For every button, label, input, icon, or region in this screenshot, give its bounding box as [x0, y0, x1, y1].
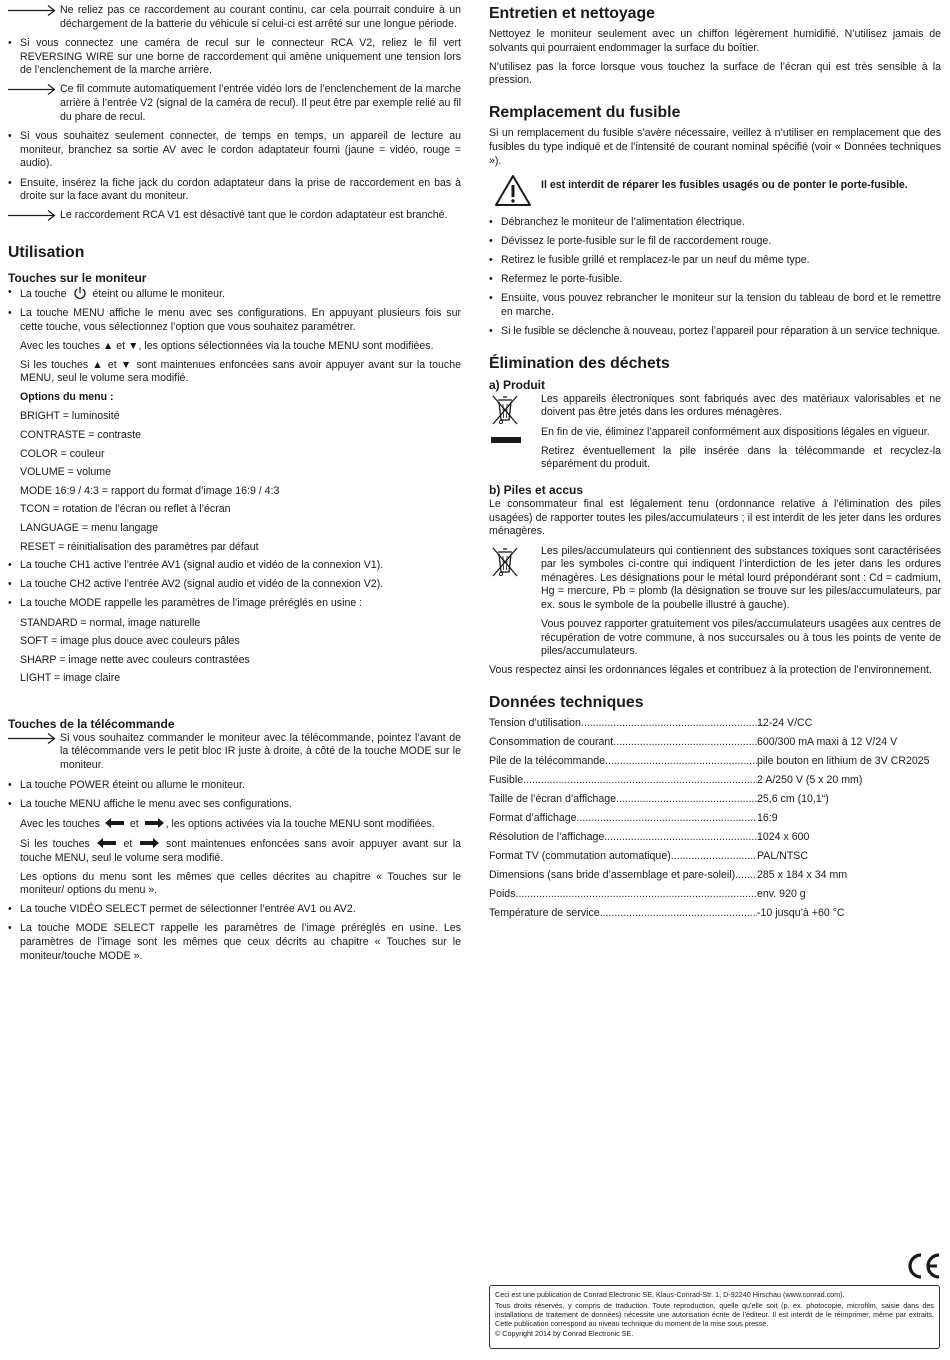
imprint-line: © Copyright 2014 by Conrad Electronic SE.	[495, 1329, 634, 1338]
power-icon	[73, 286, 87, 300]
options-title: Options du menu :	[20, 391, 114, 404]
section-title-fusible: Remplacement du fusible	[489, 104, 681, 122]
spec-label: Fusible	[489, 774, 524, 787]
long-right-arrow-icon	[8, 83, 60, 96]
paragraph: Si un remplacement du fusible s’avère nécessaire, veillez à n’utiliser en remplacement que des fusibles du type indiqué et de l’intensité de courant nominal spécifié (voir « Données techniques »).	[489, 127, 941, 167]
power-key-text-pre: La touche	[20, 287, 67, 300]
subsection-title-piles: b) Piles et accus	[489, 483, 584, 498]
long-right-arrow-icon	[8, 732, 60, 745]
bin-icon-wrap	[489, 545, 541, 665]
note-text: Ce fil commute automatiquement l’entrée vidéo lors de l’enclenchement de la marche arrière à l’entrée V2 (signal de la caméra de recul). Il peut être par exemple relié au fil du phare de recul.	[60, 83, 461, 123]
list-item: • Si le fusible se déclenche à nouveau, portez l’appareil pour réparation à un service technique.	[489, 325, 941, 339]
option-item: COLOR = couleur	[20, 447, 105, 460]
spec-label: Poids	[489, 888, 516, 901]
mode-item: SOFT = image plus douce avec couleurs pâles	[20, 635, 240, 648]
hand-right-icon	[139, 837, 159, 849]
subsection-title-remote-keys: Touches de la télécommande	[8, 716, 175, 731]
text-span: Avec les touches	[20, 817, 100, 830]
section-title-utilisation: Utilisation	[8, 243, 85, 261]
note-text: Si vous souhaitez commander le moniteur avec la télécommande, pointez l’avant de la télécommande vers le petit bloc IR juste à droite, à côté de la touche MODE sur le moniteur.	[60, 731, 461, 772]
spec-label: Dimensions (sans bride d’assemblage et pare-soleil)	[489, 869, 736, 882]
spec-label: Pile de la télécommande	[489, 755, 606, 768]
intro-list	[8, 130, 461, 203]
spec-row	[489, 907, 941, 921]
text-span: et	[123, 837, 133, 850]
imprint-line: Ceci est une publication de Conrad Electronic SE, Klaus-Conrad-Str. 1, D-92240 Hirschau (www.conrad.com).	[495, 1290, 845, 1299]
spec-value: 285 x 184 x 34 mm	[757, 869, 848, 882]
option-item: VOLUME = volume	[20, 466, 111, 479]
spec-value: 16:9	[757, 812, 778, 825]
list-item: • Ensuite, vous pouvez rebrancher le moniteur sur la tension du tableau de bord et le remettre en marche.	[489, 292, 941, 319]
remote-keys-list-2	[8, 903, 461, 963]
spec-value: env. 920 g	[757, 888, 806, 901]
list-item: • La touche POWER éteint ou allume le moniteur.	[8, 779, 461, 793]
list-item: • La touche CH1 active l’entrée AV1 (signal audio et vidéo de la connexion V1).	[8, 559, 461, 573]
list-item	[8, 286, 461, 302]
text-span: , les options activées via la touche MENU sont modifiées.	[165, 817, 435, 830]
ce-mark-icon	[906, 1252, 942, 1280]
piles-text	[541, 545, 941, 665]
spec-label: Format TV (commutation automatique)	[489, 850, 671, 863]
menu-options	[8, 410, 461, 554]
right-column	[489, 4, 941, 926]
list-item: • Si vous souhaitez seulement connecter, de temps en temps, un appareil de lecture au moniteur, branchez sa sortie AV avec le cordon adaptateur fourni (jaune = vidéo, rouge = audio).	[8, 130, 461, 171]
warning-row	[489, 174, 941, 208]
note-arrow-row	[8, 209, 461, 223]
spec-value: 600/300 mA maxi à 12 V/24 V	[757, 736, 898, 749]
spec-label: Taille de l’écran d’affichage	[489, 793, 617, 806]
spec-row	[489, 850, 941, 864]
option-item: TCON = rotation de l’écran ou reflet à l’écran	[20, 503, 231, 516]
long-right-arrow-icon	[8, 209, 60, 222]
note-arrow-row	[8, 4, 461, 31]
paragraph	[8, 837, 461, 865]
list-item: • La touche MENU affiche le menu avec ses configurations.	[8, 798, 461, 812]
option-item: BRIGHT = luminosité	[20, 410, 120, 423]
paragraph: N’utilisez pas la force lorsque vous touchez la surface de l’écran qui est très sensible à la pression.	[489, 60, 941, 87]
spec-row	[489, 888, 941, 902]
option-item: RESET = réinitialisation des paramètres par défaut	[20, 540, 259, 553]
subsection-title-monitor-keys: Touches sur le moniteur	[8, 270, 147, 285]
crossed-bin-icon	[490, 393, 520, 427]
spec-row	[489, 755, 941, 769]
list-item: • La touche CH2 active l’entrée AV2 (signal audio et vidéo de la connexion V2).	[8, 578, 461, 592]
spec-value: 25,6 cm (10,1“)	[757, 793, 829, 806]
remote-keys-list	[8, 779, 461, 812]
section-title-donnees: Données techniques	[489, 694, 644, 712]
bin-bar-icon	[491, 437, 521, 443]
spec-row	[489, 831, 941, 845]
spec-label: Température de service	[489, 907, 600, 920]
spec-label: Résolution de l’affichage	[489, 831, 605, 844]
left-column	[8, 4, 461, 969]
spec-value: -10 jusqu’à +60 °C	[757, 907, 845, 920]
paragraph: En fin de vie, éliminez l’appareil conformément aux dispositions légales en vigueur.	[541, 425, 930, 438]
option-item: MODE 16:9 / 4:3 = rapport du format d’image 16:9 / 4:3	[20, 484, 280, 497]
text-span: Si les touches	[20, 837, 90, 850]
warning-text: Il est interdit de réparer les fusibles usagés ou de ponter le porte-fusible.	[541, 178, 908, 191]
spec-row	[489, 774, 941, 788]
section-title-elimination: Élimination des déchets	[489, 354, 670, 372]
spec-value: 2 A/250 V (5 x 20 mm)	[757, 774, 863, 787]
paragraph: Vous respectez ainsi les ordonnances légales et contribuez à la protection de l’environnement.	[489, 664, 932, 677]
paragraph: Retirez éventuellement la pile insérée dans la télécommande et recyclez-la séparément du produit.	[541, 444, 941, 471]
section-title-entretien: Entretien et nettoyage	[489, 5, 655, 22]
paragraph	[8, 817, 461, 832]
bin-icon-wrap	[489, 393, 541, 477]
paragraph: Le consommateur final est légalement tenu (ordonnance relative à l’élimination des piles usagées) de rapporter toutes les piles/accumulateurs ; il est interdit de les jeter dans les ordures ménagères.	[489, 498, 941, 538]
spec-value: pile bouton en lithium de 3V CR2025	[757, 755, 930, 768]
list-item: • Retirez le fusible grillé et remplacez-le par un neuf du même type.	[489, 254, 941, 268]
text-span: et	[129, 817, 139, 830]
list-item: • La touche MODE SELECT rappelle les paramètres de l’image préréglés en usine. Les paramètres de l’image sont les mêmes que ceux décrits au chapitre « Touches sur le moniteur/touche MODE ».	[8, 922, 461, 963]
list-item: • Refermez le porte-fusible.	[489, 273, 941, 287]
crossed-bin-icon	[490, 545, 520, 579]
spec-value: 12-24 V/CC	[757, 717, 813, 730]
spec-table	[489, 717, 941, 920]
mode-item: STANDARD = normal, image naturelle	[20, 616, 201, 629]
subsection-title-produit: a) Produit	[489, 377, 545, 392]
power-key-text-post: éteint ou allume le moniteur.	[92, 287, 225, 300]
mode-item: SHARP = image nette avec couleurs contrastées	[20, 653, 250, 666]
fuse-steps-list	[489, 216, 941, 339]
spec-row	[489, 812, 941, 826]
spec-row	[489, 793, 941, 807]
list-item: • La touche MENU affiche le menu avec ses configurations. En appuyant plusieurs fois sur cette touche, vous sélectionnez l’option que vous souhaitez paramétrer.	[8, 307, 461, 334]
piles-row	[489, 545, 941, 665]
note-text: Ne reliez pas ce raccordement au courant continu, car cela pourrait conduire à un déchargement de la batterie du véhicule si celui-ci est arrêté sur une longue période.	[60, 4, 461, 30]
list-item: • La touche VIDÉO SELECT permet de sélectionner l’entrée AV1 ou AV2.	[8, 903, 461, 917]
monitor-keys-list	[8, 286, 461, 334]
spec-value: PAL/NTSC	[757, 850, 809, 863]
imprint-box	[489, 1285, 940, 1349]
mode-options	[8, 617, 461, 686]
paragraph: Nettoyez le moniteur seulement avec un chiffon légèrement humidifié. N’utilisez jamais de solvants qui pourraient endommager la surface du boîtier.	[489, 28, 941, 54]
paragraph: Les piles/accumulateurs qui contiennent des substances toxiques sont caractérisées par les symboles ci-contre qui indiquent l’interdiction de les jeter dans les ordures ménagères. Les désignations pour le métal lourd prépondérant sont : Cd = cadmium, Hg = mercure, Pb = plomb (la désignation se trouve sur les piles/accumulateurs, par ex. sous le symbole de la poubelle illustré à gauche).	[541, 544, 941, 611]
spec-label: Format d’affichage	[489, 812, 577, 825]
intro-list	[8, 37, 461, 78]
spec-value: 1024 x 600	[757, 831, 810, 844]
note-arrow-row	[8, 83, 461, 124]
option-item: LANGUAGE = menu langage	[20, 522, 159, 535]
long-right-arrow-icon	[8, 4, 60, 17]
produit-row	[489, 393, 941, 477]
spec-label: Tension d’utilisation	[489, 717, 581, 730]
mode-item: LIGHT = image claire	[20, 672, 121, 685]
list-item: • La touche MODE rappelle les paramètres de l’image préréglés en usine :	[8, 597, 461, 611]
imprint-line: Tous droits réservés, y compris de traduction. Toute reproduction, quelle qu’elle soit (p. ex. photocopie, microfilm, saisie dans des installations de traitement de données) nécessite une autorisation écrite de l’éditeur. Il est interdit de le réimprimer, même par extraits. Cette publication correspond au niveau technique du moment de la mise sous presse.	[495, 1300, 934, 1328]
warning-triangle-icon	[489, 174, 541, 208]
hand-left-icon	[97, 837, 117, 849]
spec-row	[489, 717, 941, 731]
hand-left-icon	[105, 817, 125, 829]
text-span: sont maintenues enfoncées sans avoir appuyer avant sur la touche MENU, seul le volume sera modifié.	[20, 837, 462, 864]
list-item: • Dévissez le porte-fusible sur le fil de raccordement rouge.	[489, 235, 941, 249]
paragraph: Vous pouvez rapporter gratuitement vos piles/accumulateurs usagées aux centres de récupération de votre commune, à nos succursales ou à tous les points de vente de piles/accumulateurs.	[541, 618, 941, 658]
paragraph: Avec les touches ▲ et ▼, les options sélectionnées via la touche MENU sont modifiées.	[20, 339, 434, 352]
produit-text	[541, 393, 941, 477]
paragraph: Les options du menu sont les mêmes que celles décrites au chapitre « Touches sur le moniteur/ options du menu ».	[20, 870, 461, 897]
spec-row	[489, 736, 941, 750]
channel-keys-list	[8, 559, 461, 611]
list-item: • Débranchez le moniteur de l’alimentation électrique.	[489, 216, 941, 230]
option-item: CONTRASTE = contraste	[20, 429, 141, 442]
paragraph: Les appareils électroniques sont fabriqués avec des matériaux valorisables et ne doivent pas être jetés dans les ordures ménagères.	[541, 392, 941, 419]
paragraph: Si les touches ▲ et ▼ sont maintenues enfoncées sans avoir appuyer avant sur la touche MENU, seul le volume sera modifié.	[20, 358, 461, 385]
hand-right-icon	[144, 817, 164, 829]
note-arrow-row	[8, 732, 461, 773]
spec-label: Consommation de courant	[489, 736, 614, 749]
note-text: Le raccordement RCA V1 est désactivé tant que le cordon adaptateur est branché.	[60, 209, 448, 222]
list-item: • Si vous connectez une caméra de recul sur le connecteur RCA V2, reliez le fil vert REVERSING WIRE sur une borne de raccordement qui amène uniquement une tension lors de l’enclenchement de la marche arrière.	[8, 37, 461, 78]
spec-row	[489, 869, 941, 883]
list-item: • Ensuite, insérez la fiche jack du cordon adaptateur dans la prise de raccordement en bas à droite sur la face avant du moniteur.	[8, 177, 461, 204]
